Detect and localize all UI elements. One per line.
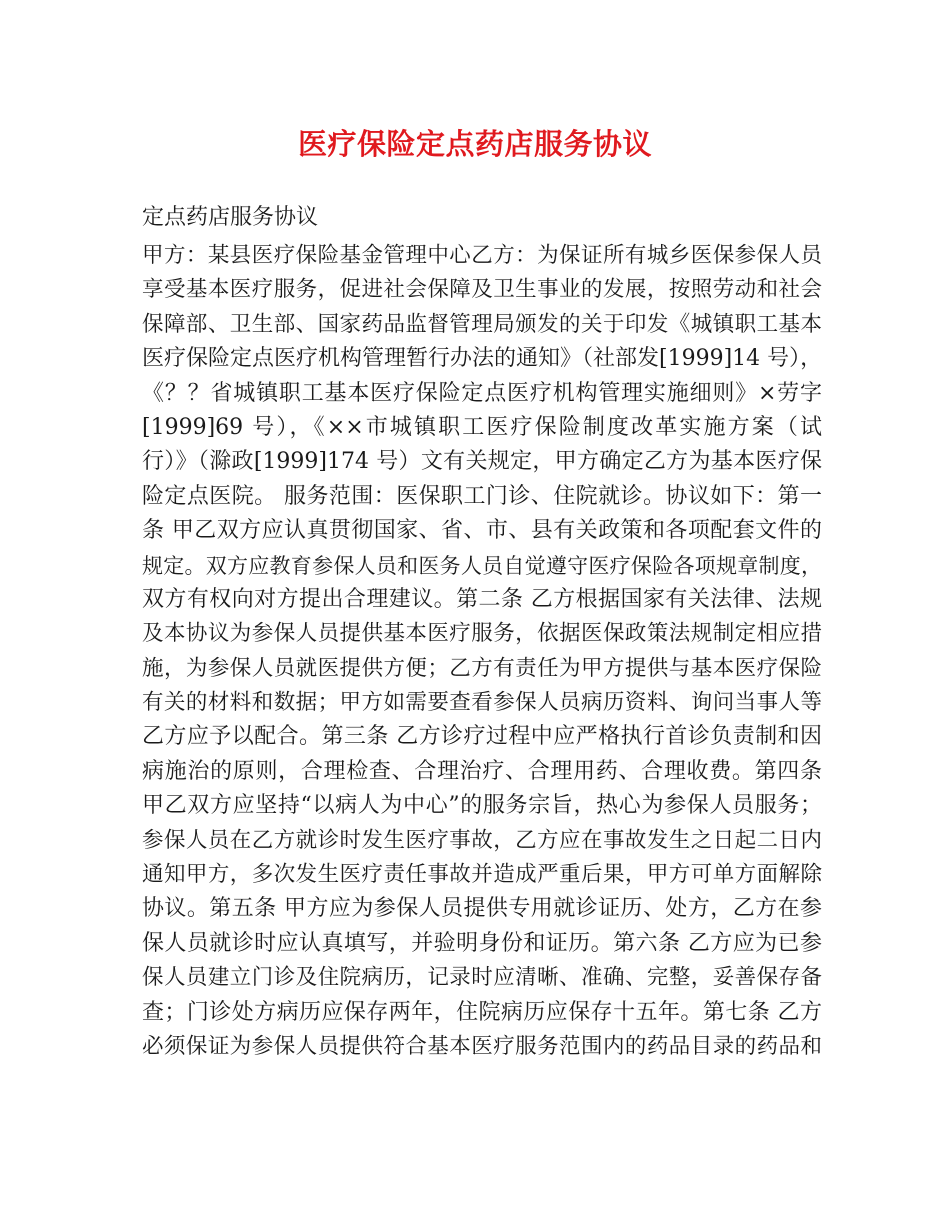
body-line: 参保人员在乙方就诊时发生医疗事故，乙方应在事故发生之日起二日内 (142, 827, 822, 853)
body-line: 双方有权向对方提出合理建议。第二条 乙方根据国家有关法律、法规 (142, 586, 822, 612)
body-line: 医疗保险定点医疗机构管理暂行办法的通知》（社部发[1999]14 号）， (142, 346, 823, 372)
document-body (142, 239, 822, 1064)
body-line: 有关的材料和数据；甲方如需要查看参保人员病历资料、询问当事人等 (142, 690, 822, 716)
body-line: 病施治的原则，合理检查、合理治疗、合理用药、合理收费。第四条 (142, 758, 822, 784)
body-line: 甲方：某县医疗保险基金管理中心乙方：为保证所有城乡医保参保人员 (142, 243, 822, 268)
body-line: 查；门诊处方病历应保存两年，住院病历应保存十五年。第七条 乙方 (142, 999, 822, 1025)
body-line: 及本协议为参保人员提供基本医疗服务，依据医保政策法规制定相应措 (142, 621, 822, 647)
body-line: 施，为参保人员就医提供方便；乙方有责任为甲方提供与基本医疗保险 (142, 655, 822, 681)
body-line: 必须保证为参保人员提供符合基本医疗服务范围内的药品目录的药品和 (142, 1033, 822, 1059)
body-line: 行）》（滁政[1999]174 号）文有关规定，甲方确定乙方为基本医疗保 (142, 449, 822, 475)
body-line: 保人员就诊时应认真填写，并验明身份和证历。第六条 乙方应为已参 (142, 930, 822, 956)
body-line: 乙方应予以配合。第三条 乙方诊疗过程中应严格执行首诊负责制和因 (142, 724, 822, 750)
body-line: 协议。第五条 甲方应为参保人员提供专用就诊证历、处方，乙方在参 (142, 896, 822, 922)
document-subtitle: 定点药店服务协议 (142, 205, 319, 230)
body-line: 保人员建立门诊及住院病历，记录时应清晰、准确、完整，妥善保存备 (142, 965, 822, 991)
body-line: [1999]69 号），《××市城镇职工医疗保险制度改革实施方案（试 (142, 414, 822, 440)
body-line: 甲乙双方应坚持“以病人为中心”的服务宗旨，热心为参保人员服务； (142, 793, 822, 819)
body-line: 保障部、卫生部、国家药品监督管理局颁发的关于印发《城镇职工基本 (142, 311, 822, 337)
body-line: 条 甲乙双方应认真贯彻国家、省、市、县有关政策和各项配套文件的 (142, 518, 822, 544)
document-title: 医疗保险定点药店服务协议 (297, 127, 652, 161)
body-line: 规定。双方应教育参保人员和医务人员自觉遵守医疗保险各项规章制度， (142, 553, 822, 578)
body-line: 《？？省城镇职工基本医疗保险定点医疗机构管理实施细则》×劳字 (142, 380, 822, 406)
body-line: 享受基本医疗服务，促进社会保障及卫生事业的发展，按照劳动和社会 (142, 277, 822, 303)
body-line: 险定点医院。 服务范围：医保职工门诊、住院就诊。协议如下：第一 (142, 483, 822, 509)
body-line: 通知甲方，多次发生医疗责任事故并造成严重后果，甲方可单方面解除 (142, 862, 822, 888)
